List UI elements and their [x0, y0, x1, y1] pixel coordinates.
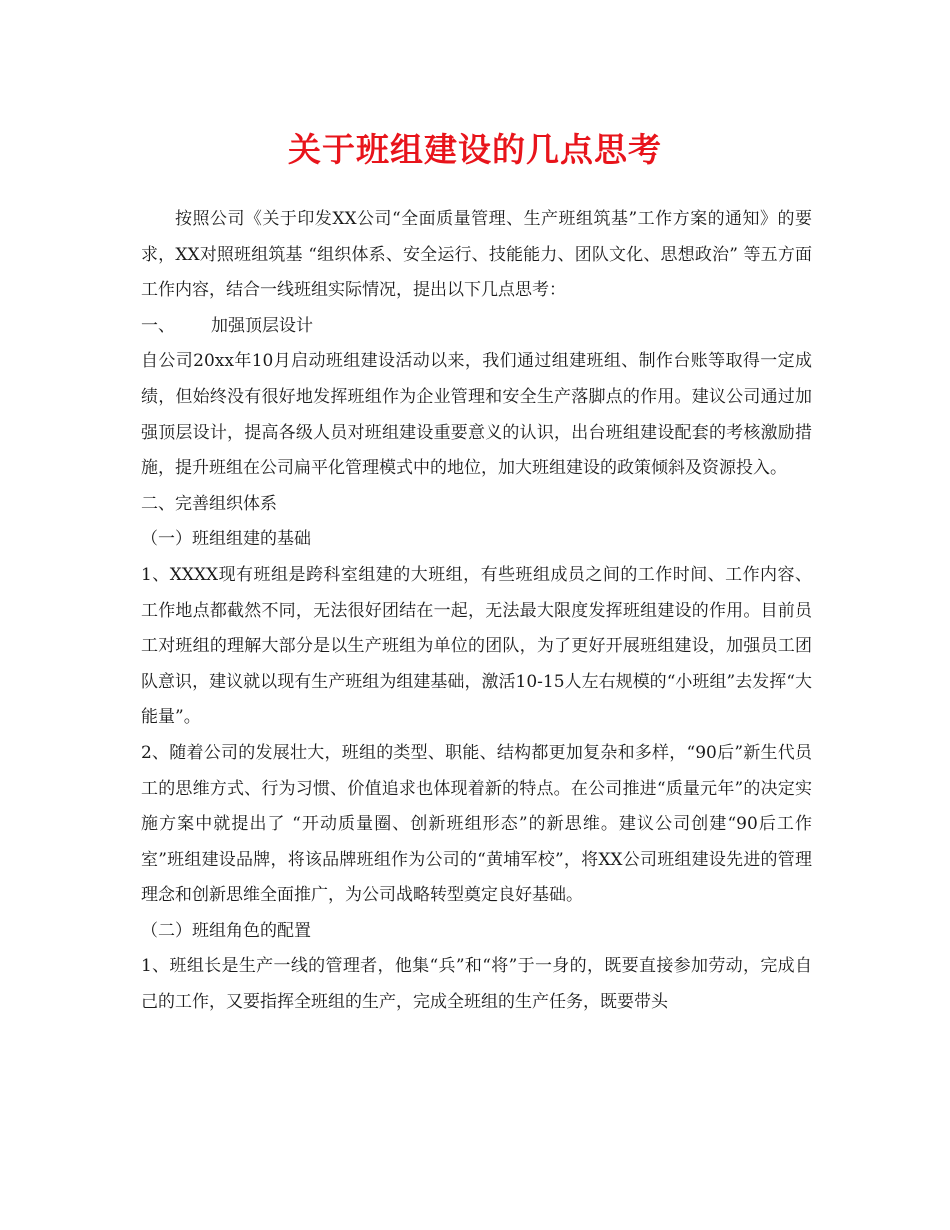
subsection-1-item-2: 2、随着公司的发展壮大，班组的类型、职能、结构都更加复杂和多样，“90后”新生代员工的思维方式、行为习惯、价值追求也体现着新的特点。在公司推进“质量元年”的决定实施方案中就提出了 “开动质量圈、创新班组形态”的新思维。建议公司创建“90后工作室”班组建设品牌，将该品牌班组作为公司的“黄埔军校”，将XX公司班组建设先进的管理理念和创新思维全面推广，为公司战略转型奠定良好基础。	[141, 742, 812, 906]
document-title: 关于班组建设的几点思考	[288, 130, 662, 169]
subsection-1-item-1: 1、XXXX现有班组是跨科室组建的大班组，有些班组成员之间的工作时间、工作内容、工作地点都截然不同，无法很好团结在一起，无法最大限度发挥班组建设的作用。目前员工对班组的理解大部分是以生产班组为单位的团队，为了更好开展班组建设，加强员工团队意识，建议就以现有生产班组为组建基础，激活10-15人左右规模的“小班组”去发挥“大能量”。	[141, 564, 812, 728]
subsection-2-heading: （二）班组角色的配置	[141, 920, 311, 941]
subsection-1-heading: （一）班组组建的基础	[141, 529, 311, 550]
document-body	[141, 202, 812, 1021]
section-1-heading	[141, 309, 812, 345]
subsection-2-item-1: 1、班组长是生产一线的管理者，他集“兵”和“将”于一身的，既要直接参加劳动，完成自己的工作，又要指挥全班组的生产，完成全班组的生产任务，既要带头	[141, 956, 812, 1013]
section-1-number: 一、	[141, 315, 175, 336]
section-1-title: 加强顶层设计	[211, 315, 313, 336]
intro-paragraph: 按照公司《关于印发XX公司“全面质量管理、生产班组筑基”工作方案的通知》的要求，XX对照班组筑基 “组织体系、安全运行、技能能力、团队文化、思想政治” 等五方面工作内容，结合一线班组实际情况，提出以下几点思考：	[141, 209, 812, 301]
section-1-paragraph: 自公司20xx年10月启动班组建设活动以来，我们通过组建班组、制作台账等取得一定成绩，但始终没有很好地发挥班组作为企业管理和安全生产落脚点的作用。建议公司通过加强顶层设计，提高各级人员对班组建设重要意义的认识，出台班组建设配套的考核激励措施，提升班组在公司扁平化管理模式中的地位，加大班组建设的政策倾斜及资源投入。	[141, 351, 812, 479]
section-2-heading: 二、完善组织体系	[141, 493, 277, 514]
